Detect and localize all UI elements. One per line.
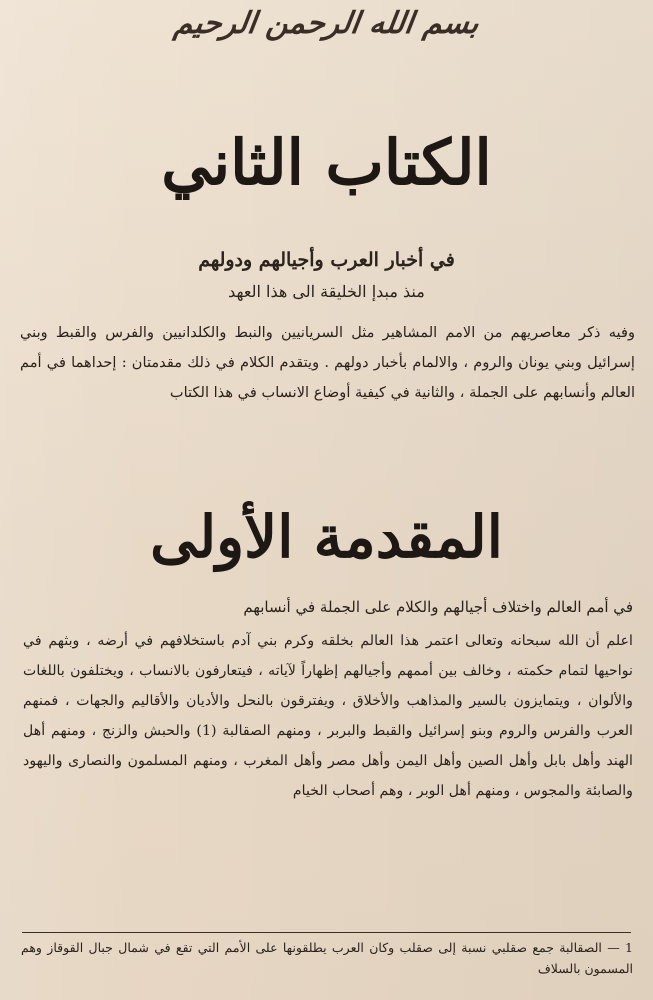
book-subtitle-secondary: منذ مبدإ الخليقة الى هذا العهد xyxy=(228,282,425,301)
intro-paragraph: وفيه ذكر معاصريهم من الامم المشاهير مثل السريانيين والنبط والكلدانيين والفرس والقبط وبني إسرائيل وبني يونان والروم ، والالمام بأخبار دولهم . ويتقدم الكلام في ذلك مقدمتان : إحداهما في أمم العالم وأنسابهم على الجملة ، والثانية في كيفية أوضاع الانساب في هذا الكتاب xyxy=(20,324,635,401)
footnote: 1 — الصقالبة جمع صقلبي نسبة إلى صقلب وكان العرب يطلقونها على الأمم التي تقع في شمال جبال القوقاز وهم المسمون بالسلاف xyxy=(21,940,633,976)
section-title: المقدمة الأولى xyxy=(150,503,503,571)
book-title: الكتاب الثاني xyxy=(161,126,492,199)
body-paragraph: اعلم أن الله سبحانه وتعالى اعتمر هذا العالم بخلقه وكرم بني آدم باستخلافهم في أرضه ، وبثهم في نواحيها لتمام حكمته ، وخالف بين أممهم وأجيالهم إظهاراً لآياته ، فيتعارفون بالانساب ، ويختلفون باللغات والألوان ، ويتمايزون بالسير والمذاهب والأخلاق ، ويفترقون بالنحل والأديان والأقاليم والجهات ، فمنهم العرب والفرس والروم وبنو إسرائيل والقبط والبربر ، ومنهم الصقالبة (1) والحبش والزنج ، ومنهم أهل الهند وأهل بابل وأهل الصين وأهل اليمن وأهل مصر وأهل المغرب ، ومنهم المسلمون والنصارى واليهود والصابئة والمجوس ، ومنهم أهل الوبر ، وهم أصحاب الخيام xyxy=(23,633,633,799)
footnote-divider xyxy=(22,932,631,933)
section-subtitle: في أمم العالم واختلاف أجيالهم والكلام على الجملة في أنسابهم xyxy=(243,598,633,616)
basmala-calligraphy: بسم الله الرحمن الرحيم xyxy=(171,6,482,41)
book-subtitle: في أخبار العرب وأجيالهم ودولهم xyxy=(198,249,455,271)
